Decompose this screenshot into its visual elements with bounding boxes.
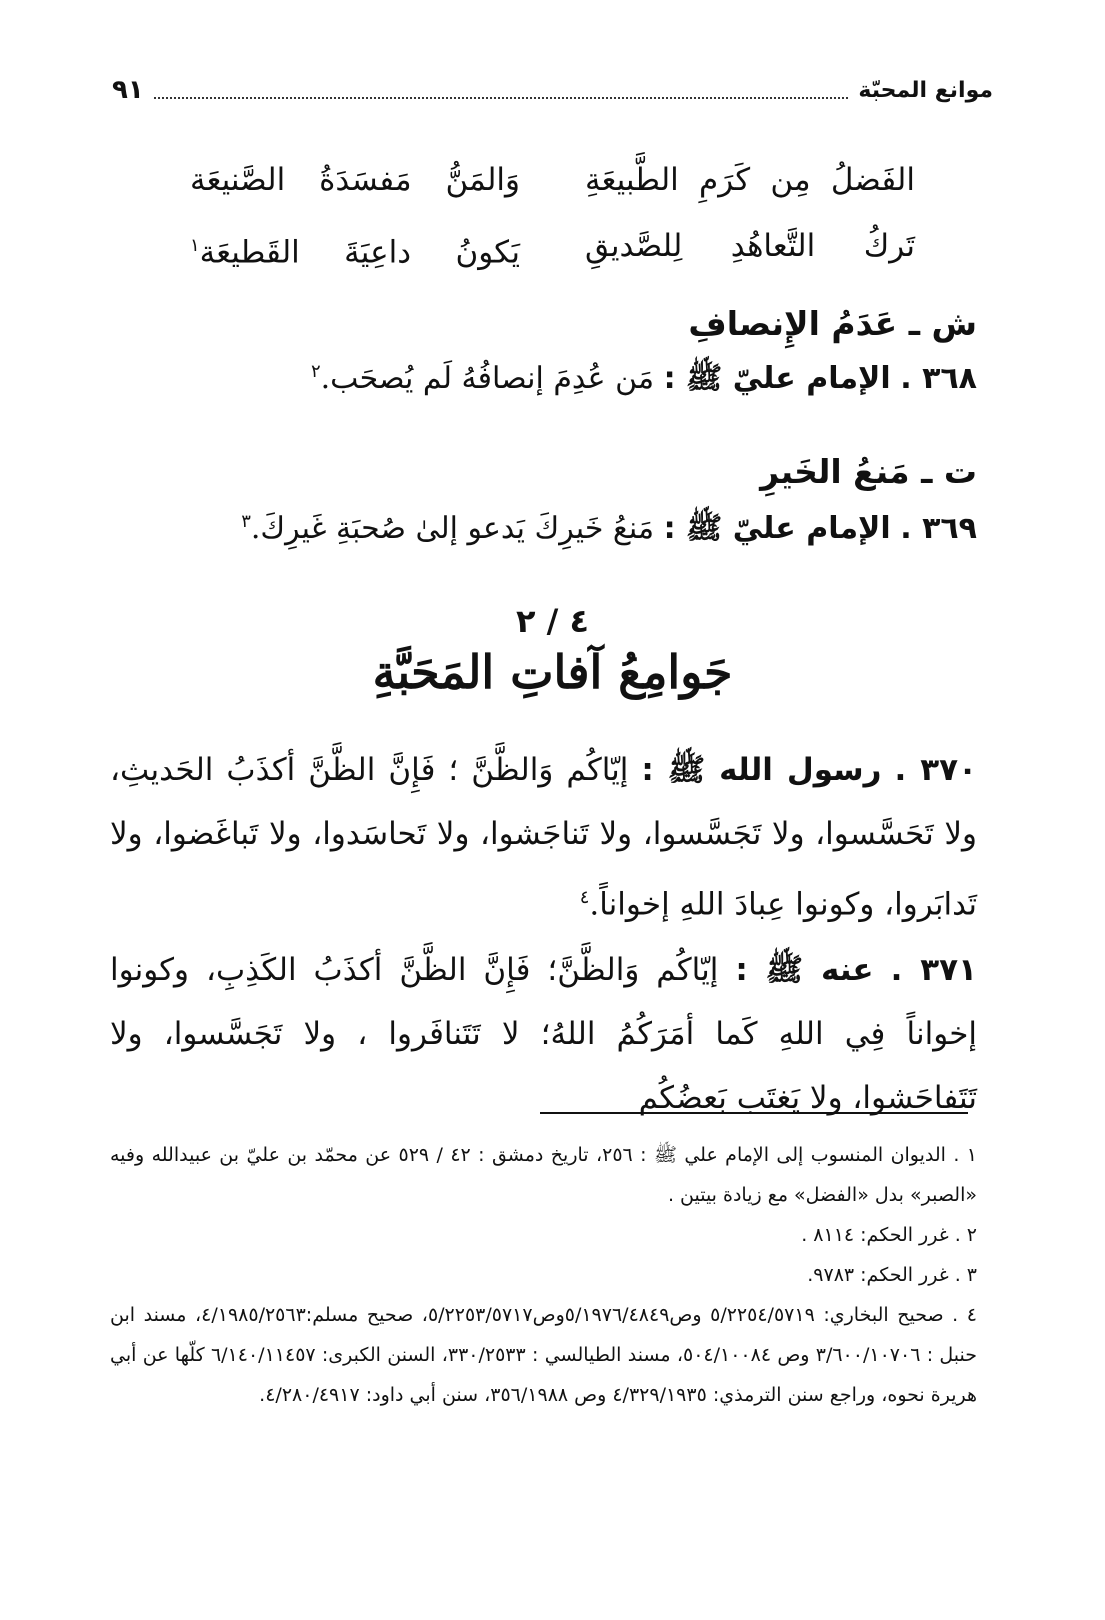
leader-dots xyxy=(154,81,849,99)
hadith-text: مَنعُ خَيرِكَ يَدعو إلىٰ صُحبَةِ غَيرِكَ. xyxy=(250,511,655,546)
poem-verse xyxy=(190,216,915,282)
footnote-ref[interactable]: ٢ xyxy=(310,361,321,382)
footnote-separator xyxy=(540,1112,968,1114)
hadith-text: إيّاكُم وَالظَّنَّ؛ فَإِنَّ الظَّنَّ أكذَبُ الكَذِبِ، وكونوا إخواناً فِي اللهِ كَما أمَرَكُمُ اللهُ؛ لا تَتَنافَروا ، ولا تَجَسَّسوا، ولا تَتَفاحَشوا، ولا يَغتَب بَعضُكُم xyxy=(110,952,977,1116)
poem xyxy=(190,150,915,282)
poem-verse xyxy=(190,150,915,216)
chapter-title: جَوامِعُ آفاتِ المَحَبَّةِ xyxy=(372,645,733,699)
page-header xyxy=(112,70,993,110)
chapter-number: ٤ / ٢ xyxy=(515,602,590,640)
hadith-speaker: الإمام عليّ ﷺ : xyxy=(663,511,891,546)
hadith-368 xyxy=(311,360,977,403)
footnote-ref[interactable]: ٣ xyxy=(241,511,251,532)
footnote-ref[interactable]: ٤ xyxy=(579,887,590,908)
verse-hemistich-with-note xyxy=(190,216,520,282)
footnote: ١ . الديوان المنسوب إلى الإمام علي ﷺ : ٢٥٦، تاريخ دمشق : ٤٢ / ٥٢٩ عن محمّد بن عليّ بن عبيدالله وفيه «الصبر» بدل «الفضل» مع زيادة بيتين . xyxy=(110,1144,978,1206)
page-number: ٩١ xyxy=(112,75,144,105)
hadith-number: ٣٦٩ . xyxy=(900,511,977,546)
hadith-371 xyxy=(110,938,977,1130)
footnote: ٤ . صحيح البخاري: ٥/٢٢٥٤/٥٧١٩ وص٥/١٩٧٦/٤٨٤٩وص٥/٢٢٥٣/٥٧١٧، صحيح مسلم:٤/١٩٨٥/٢٥٦٣، مسند ابن حنبل : ٣/٦٠٠/١٠٧٠٦ وص ٥٠٤/١٠٠٨٤، مسند الطيالسي : ٣٣٠/٢٥٣٣، السنن الكبرى: ٦/١٤٠/١١٤٥٧ كلّها عن أبي هريرة نحوه، وراجع سنن الترمذي: ٤/٣٢٩/١٩٣٥ وص ٣٥٦/١٩٨٨، سنن أبي داود: ٤/٢٨٠/٤٩١٧. xyxy=(110,1304,978,1406)
verse-hemistich: تَركُ التَّعاهُدِ لِلصَّديقِ xyxy=(585,228,915,264)
hadith-number: ٣٦٨ . xyxy=(900,361,977,396)
hadith-speaker: الإمام عليّ ﷺ : xyxy=(663,361,891,396)
hadith-369 xyxy=(241,510,977,553)
hadith-speaker: عنه ﷺ : xyxy=(735,952,874,988)
verse-hemistich: يَكونُ داعِيَةَ القَطيعَة xyxy=(199,234,520,271)
hadith-number: ٣٧١ . xyxy=(890,952,978,988)
footnotes xyxy=(110,1135,977,1415)
footnote: ٣ . غرر الحكم: ٩٧٨٣. xyxy=(807,1264,977,1286)
footnote: ٢ . غرر الحكم: ٨١١٤ . xyxy=(801,1224,977,1246)
verse-hemistich: وَالمَنُّ مَفسَدَةُ الصَّنيعَة xyxy=(190,162,520,198)
section-title-t: ت ـ مَنعُ الخَيرِ xyxy=(760,452,977,491)
footnote-ref[interactable]: ١ xyxy=(190,235,200,256)
hadith-text: مَن عُدِمَ إنصافُهُ لَم يُصحَب. xyxy=(320,361,655,396)
hadith-number: ٣٧٠ . xyxy=(894,752,978,788)
hadith-speaker: رسول الله ﷺ : xyxy=(641,752,882,788)
running-title: موانع المحبّة xyxy=(858,77,993,103)
section-title-sh: ش ـ عَدَمُ الإِنصافِ xyxy=(688,304,977,343)
hadith-370 xyxy=(110,738,977,936)
verse-hemistich: الفَضلُ مِن كَرَمِ الطَّبيعَةِ xyxy=(585,162,915,198)
hadith-text: إيّاكُم وَالظَّنَّ ؛ فَإِنَّ الظَّنَّ أكذَبُ الحَديثِ، ولا تَحَسَّسوا، ولا تَجَسَّسوا، ولا تَناجَشوا، ولا تَحاسَدوا، ولا تَباغَضوا، ولا تَدابَروا، وكونوا عِبادَ اللهِ إخواناً. xyxy=(110,752,977,923)
